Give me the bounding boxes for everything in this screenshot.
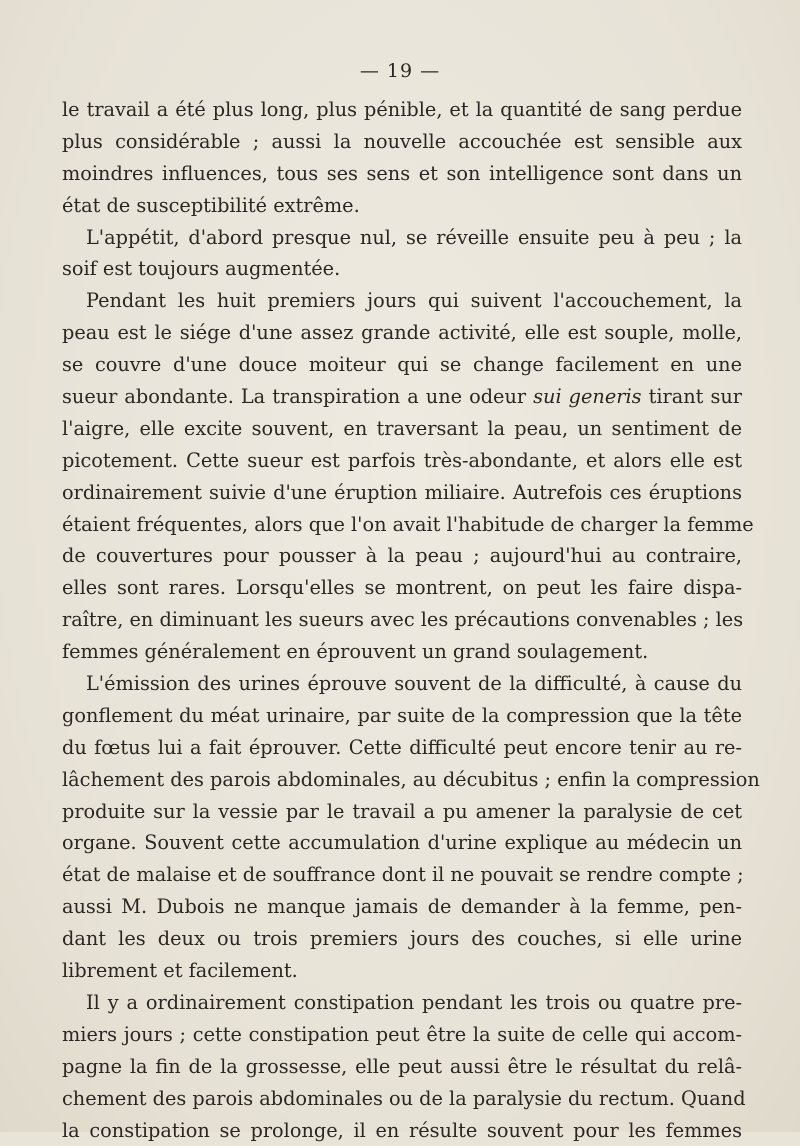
text-line: produite sur la vessie par le travail a pu amener la paralysie de cet bbox=[62, 796, 742, 828]
text-line: Il y a ordinairement constipation pendant les trois ou quatre pre- bbox=[62, 987, 742, 1019]
text-line bbox=[62, 381, 742, 413]
body-text bbox=[62, 94, 742, 1146]
text-line: le travail a été plus long, plus pénible, et la quantité de sang perdue bbox=[62, 94, 742, 126]
text-segment: tirant sur bbox=[642, 385, 742, 408]
text-line: la constipation se prolonge, il en résulte souvent pour les femmes bbox=[62, 1115, 742, 1146]
text-line: miers jours ; cette constipation peut être la suite de celle qui accom- bbox=[62, 1019, 742, 1051]
text-line: de couvertures pour pousser à la peau ; aujourd'hui au contraire, bbox=[62, 540, 742, 572]
text-line: raître, en diminuant les sueurs avec les précautions convenables ; les bbox=[62, 604, 742, 636]
italic-phrase: sui generis bbox=[533, 385, 641, 408]
text-line: soif est toujours augmentée. bbox=[62, 253, 742, 285]
text-line: peau est le siége d'une assez grande activité, elle est souple, molle, bbox=[62, 317, 742, 349]
page-number: — 19 — bbox=[0, 60, 800, 82]
text-line: L'appétit, d'abord presque nul, se réveille ensuite peu à peu ; la bbox=[62, 222, 742, 254]
text-line: l'aigre, elle excite souvent, en traversant la peau, un sentiment de bbox=[62, 413, 742, 445]
text-line: L'émission des urines éprouve souvent de la difficulté, à cause du bbox=[62, 668, 742, 700]
text-line: plus considérable ; aussi la nouvelle accouchée est sensible aux bbox=[62, 126, 742, 158]
text-line: état de malaise et de souffrance dont il ne pouvait se rendre compte ; bbox=[62, 859, 742, 891]
text-line: ordinairement suivie d'une éruption miliaire. Autrefois ces éruptions bbox=[62, 477, 742, 509]
text-line: dant les deux ou trois premiers jours des couches, si elle urine bbox=[62, 923, 742, 955]
text-line: se couvre d'une douce moiteur qui se change facilement en une bbox=[62, 349, 742, 381]
text-line: elles sont rares. Lorsqu'elles se montrent, on peut les faire dispa- bbox=[62, 572, 742, 604]
text-line: Pendant les huit premiers jours qui suivent l'accouchement, la bbox=[62, 285, 742, 317]
text-line: librement et facilement. bbox=[62, 955, 742, 987]
text-line: moindres influences, tous ses sens et son intelligence sont dans un bbox=[62, 158, 742, 190]
text-line: picotement. Cette sueur est parfois très-abondante, et alors elle est bbox=[62, 445, 742, 477]
text-segment: sueur abondante. La transpiration a une odeur bbox=[62, 385, 533, 408]
text-line: chement des parois abdominales ou de la paralysie du rectum. Quand bbox=[62, 1083, 742, 1115]
text-line: organe. Souvent cette accumulation d'urine explique au médecin un bbox=[62, 827, 742, 859]
text-line: aussi M. Dubois ne manque jamais de demander à la femme, pen- bbox=[62, 891, 742, 923]
text-line: étaient fréquentes, alors que l'on avait l'habitude de charger la femme bbox=[62, 509, 742, 541]
text-line: femmes généralement en éprouvent un grand soulagement. bbox=[62, 636, 742, 668]
text-line: du fœtus lui a fait éprouver. Cette difficulté peut encore tenir au re- bbox=[62, 732, 742, 764]
text-line: lâchement des parois abdominales, au décubitus ; enfin la compression bbox=[62, 764, 742, 796]
text-line: état de susceptibilité extrême. bbox=[62, 190, 742, 222]
text-line: pagne la fin de la grossesse, elle peut aussi être le résultat du relâ- bbox=[62, 1051, 742, 1083]
text-line: gonflement du méat urinaire, par suite de la compression que la tête bbox=[62, 700, 742, 732]
